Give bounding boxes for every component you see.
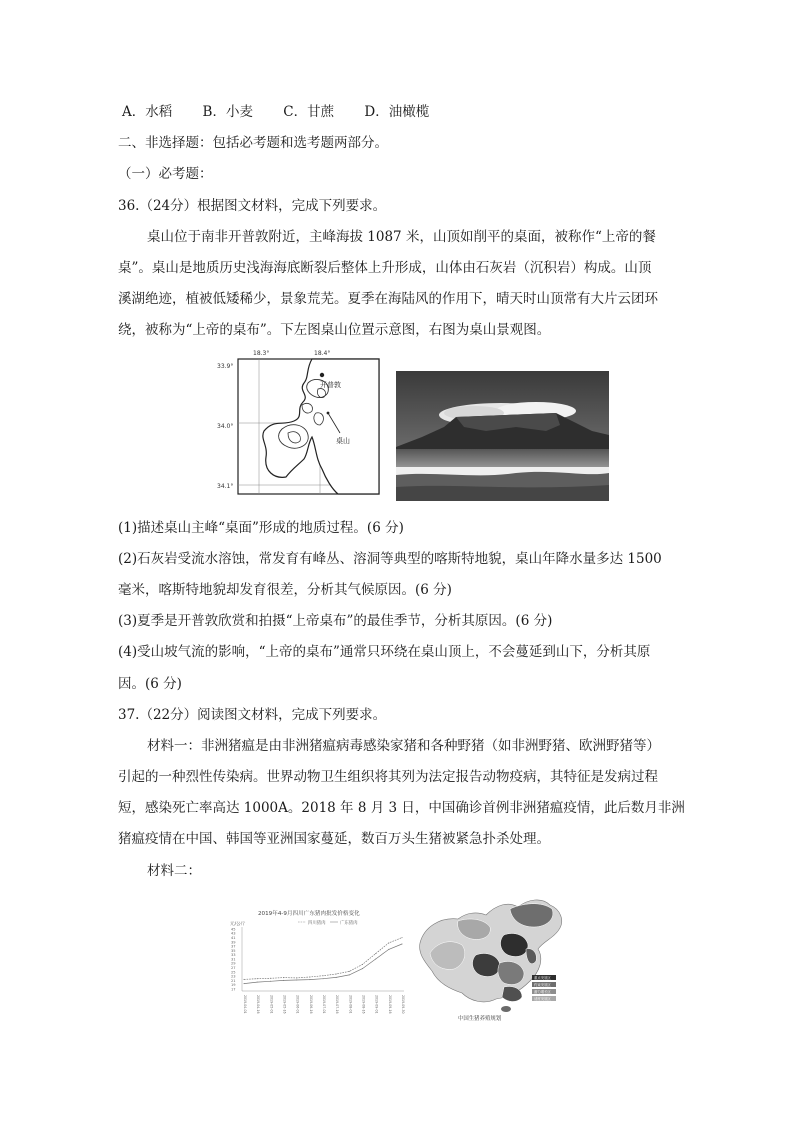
- x-tick-label: 2019-08-16: [361, 995, 366, 1014]
- table-mountain-photo: [396, 371, 609, 501]
- x-tick-label: 2019-04-01: [243, 995, 247, 1014]
- data-point: [362, 968, 363, 969]
- capetown-label: 开普敦: [320, 381, 341, 389]
- data-point: [296, 980, 297, 981]
- data-point: [309, 977, 310, 978]
- map-legend-item: 约束发展区: [534, 983, 551, 987]
- y-tick-label: 43: [231, 931, 236, 936]
- data-point: [270, 981, 271, 982]
- x-tick-label: 2019-08-01: [348, 995, 353, 1014]
- q36-question-3: (3)夏季是开普敦欣赏和拍摄“上帝桌布”的最佳季节，分析其原因。(6 分): [118, 613, 553, 629]
- option-a: A．水稻: [122, 104, 173, 120]
- q37-material1-line: 材料一：非洲猪瘟是由非洲猪瘟病毒感染家猪和各种野猪（如非洲野猪、欧洲野猪等）: [147, 738, 660, 754]
- data-point: [349, 971, 350, 972]
- y-tick-label: 25: [231, 970, 236, 975]
- y-tick-label: 19: [231, 983, 236, 988]
- data-point: [257, 982, 258, 983]
- q37-material1-line: 猪瘟疫情在中国、韩国等亚洲国家蔓延，数百万头生猪被紧急扑杀处理。: [118, 831, 550, 847]
- x-tick-label: 2019-09-01: [374, 995, 379, 1014]
- china-pig-farming-map: [410, 893, 575, 1023]
- data-point: [362, 964, 363, 965]
- q36-question-4: (4)受山坡气流的影响，“上帝的桌布”通常只环绕在桌山顶上，不会蔓延到山下，分析其原: [118, 644, 651, 660]
- x-tick-label: 2019-05-01: [269, 995, 274, 1014]
- data-point: [296, 977, 297, 978]
- map-legend-item: 适度发展区: [534, 997, 551, 1001]
- q37-material1-line: 引起的一种烈性传染病。世界动物卫生组织将其列为法定报告动物疫病，其特征是发病过程: [118, 769, 658, 785]
- data-point: [309, 979, 310, 980]
- data-point: [402, 937, 403, 938]
- q36-header: 36.（24分）根据图文材料，完成下列要求。: [118, 198, 387, 214]
- x-tick-label: 2019-06-01: [295, 995, 300, 1014]
- y-tick-label: 23: [231, 974, 236, 979]
- x-tick-label: 2019-04-16: [256, 995, 261, 1014]
- x-tick-label: 2019-06-16: [308, 995, 313, 1014]
- q37-material2-label: 材料二：: [147, 863, 201, 879]
- y-tick-label: 35: [231, 948, 236, 953]
- y-tick-label: 41: [231, 935, 236, 940]
- region-hainan: [501, 1006, 511, 1012]
- q36-intro-line: 桌山位于南非开普敦附近，主峰海拔 1087 米，山顶如削平的桌面，被称作“上帝的餐: [147, 229, 656, 245]
- option-d: D．油橄榄: [364, 104, 430, 120]
- q37-header: 37.（22分）阅读图文材料，完成下列要求。: [118, 707, 387, 723]
- y-tick-label: 17: [231, 987, 236, 992]
- data-point: [283, 977, 284, 978]
- y-tick-label: 37: [231, 944, 236, 949]
- q36-question-1: (1)描述桌山主峰“桌面”形成的地质过程。(6 分): [118, 520, 404, 536]
- q36-intro-line: 溪湖绝迹，植被低矮稀少，景象荒芜。夏季在海陆风的作用下，晴天时山顶常有大片云团环: [118, 291, 658, 307]
- x-tick-label: 2019-05-16: [282, 995, 287, 1014]
- x-tick-label: 2019-07-16: [335, 995, 340, 1014]
- y-tick-label: 45: [231, 927, 236, 932]
- q37-material1-line: 短，感染死亡率高达 1000A。2018 年 8 月 3 日，中国确诊首例非洲猪瘟疫情，此后数月非洲: [118, 800, 685, 816]
- y-tick-label: 21: [231, 978, 236, 983]
- table-mountain-label: 桌山: [336, 437, 350, 445]
- lat-label: 33.9°: [217, 363, 234, 370]
- y-tick-label: 33: [231, 953, 236, 958]
- data-point: [388, 942, 389, 943]
- y-tick-label: 27: [231, 965, 236, 970]
- q36-question-2: (2)石灰岩受流水溶蚀，常发育有峰丛、溶洞等典型的喀斯特地貌，桌山年降水量多达 1500: [118, 551, 662, 567]
- data-point: [336, 974, 337, 975]
- data-point: [336, 977, 337, 978]
- data-point: [270, 978, 271, 979]
- data-point: [244, 983, 245, 984]
- data-point: [375, 959, 376, 960]
- data-point: [349, 974, 350, 975]
- x-tick-label: 2019-09-30: [401, 995, 405, 1014]
- x-tick-label: 2019-09-16: [387, 995, 392, 1014]
- data-point: [283, 980, 284, 981]
- chart-title: 2019年4-9月四川广东猪肉批发价格变化: [258, 911, 360, 917]
- option-c: C．甘蔗: [283, 104, 335, 120]
- map-caption: 中国生猪养殖规划: [458, 1016, 502, 1022]
- data-point: [402, 944, 403, 945]
- data-point: [388, 949, 389, 950]
- x-tick-label: 2019-07-01: [322, 995, 326, 1014]
- map-legend-item: 潜力增长区: [534, 990, 551, 994]
- section-heading: 二、非选择题：包括必考题和选考题两部分。: [118, 135, 388, 151]
- pork-price-chart: [228, 905, 408, 1020]
- required-heading: （一）必考题：: [118, 166, 213, 182]
- option-b: B．小麦: [202, 104, 253, 120]
- y-tick-label: 31: [231, 957, 236, 962]
- map-legend-item: 重点发展区: [534, 976, 551, 980]
- q36-question-4-cont: 因。(6 分): [118, 676, 182, 692]
- table-mountain-location-map: [216, 347, 381, 497]
- y-tick-label: 29: [231, 961, 236, 966]
- chart-ylabel: 元/公斤: [230, 922, 246, 927]
- q36-intro-line: 桌”。桌山是地质历史浅海海底断裂后整体上升形成，山体由石灰岩（沉积岩）构成。山顶: [118, 260, 652, 276]
- data-point: [323, 978, 324, 979]
- q35-options: [122, 102, 455, 122]
- lat-label: 34.0°: [217, 423, 234, 430]
- series-sichuan-line: [244, 938, 402, 980]
- lon-label: 18.4°: [314, 350, 331, 357]
- q36-intro-line: 绕，被称为“上帝的桌布”。下左图桌山位置示意图，右图为桌山景观图。: [118, 322, 551, 338]
- series-guangdong-line: [244, 944, 402, 984]
- legend-sichuan: 四川猪肉: [308, 921, 326, 926]
- y-tick-label: 39: [231, 940, 236, 945]
- legend-guangdong: 广东猪肉: [340, 921, 358, 926]
- lon-label: 18.3°: [253, 350, 270, 357]
- capetown-marker: [320, 373, 324, 377]
- q36-question-2-cont: 毫米，喀斯特地貌却发育很差，分析其气候原因。(6 分): [118, 582, 452, 598]
- data-point: [375, 953, 376, 954]
- data-point: [244, 979, 245, 980]
- data-point: [323, 975, 324, 976]
- data-point: [257, 978, 258, 979]
- lat-label: 34.1°: [217, 483, 234, 490]
